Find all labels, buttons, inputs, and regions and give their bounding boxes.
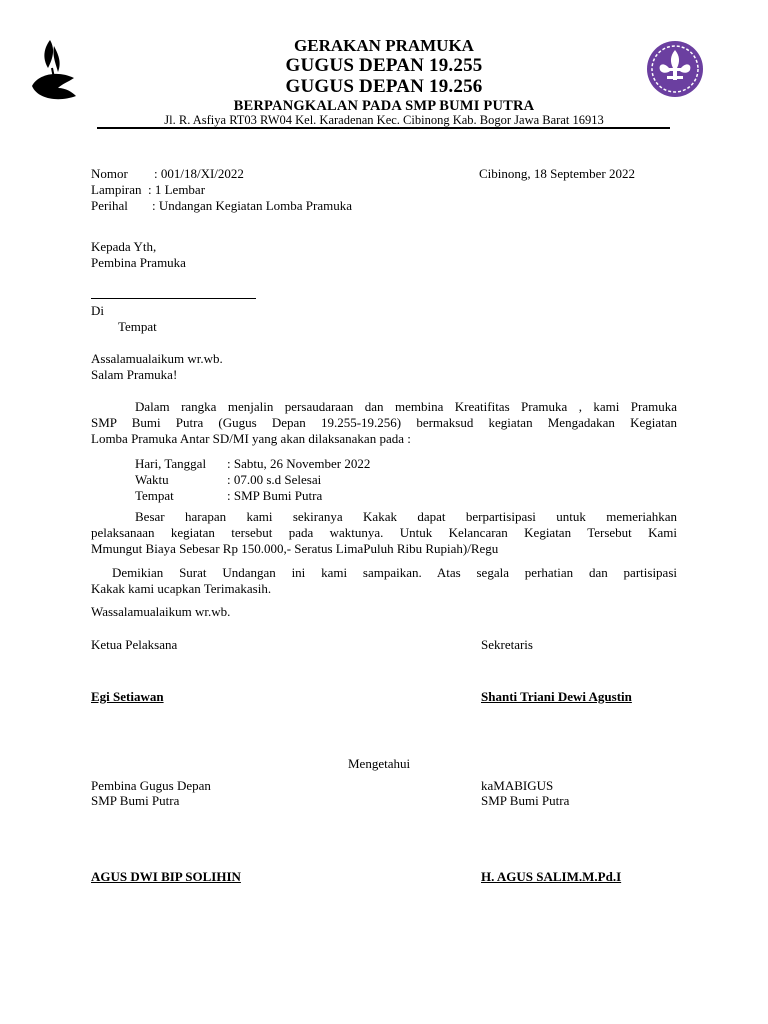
sign-left2-role2: SMP Bumi Putra bbox=[91, 793, 180, 808]
recipient-blank-line bbox=[91, 298, 256, 299]
paragraph-line: Demikian Surat Undangan ini kami sampaikan. Atas segala perhatian dan partisipasi bbox=[112, 565, 677, 580]
detail-value-date: : Sabtu, 26 November 2022 bbox=[227, 456, 371, 471]
perihal-label: Perihal bbox=[91, 198, 128, 213]
paragraph-line: Lomba Pramuka Antar SD/MI yang akan dilaksanakan pada : bbox=[91, 431, 411, 446]
paragraph-closing bbox=[91, 565, 677, 597]
org-title: GERAKAN PRAMUKA bbox=[294, 36, 474, 55]
paragraph-intro bbox=[91, 399, 677, 447]
paragraph-line: Kakak kami ucapkan Terimakasih. bbox=[91, 581, 272, 596]
lampiran-label: Lampiran bbox=[91, 182, 142, 197]
sign-right2-name: H. AGUS SALIM.M.Pd.I bbox=[481, 869, 622, 884]
paragraph-line: pelaksanaan kegiatan tersebut pada waktunya. Untuk Kelancaran Kegiatan Tersebut Kami bbox=[91, 525, 677, 540]
base-school: BERPANGKALAN PADA SMP BUMI PUTRA bbox=[233, 98, 535, 114]
detail-value-place: : SMP Bumi Putra bbox=[227, 488, 323, 503]
recipient-tempat: Tempat bbox=[118, 319, 157, 334]
paragraph-line: Dalam rangka menjalin persaudaraan dan membina Kreatifitas Pramuka , kami Pramuka bbox=[135, 399, 677, 414]
paragraph-line: Besar harapan kami sekiranya Kakak dapat berpartisipasi untuk memeriahkan bbox=[135, 509, 677, 524]
lampiran-value: : 1 Lembar bbox=[148, 182, 206, 197]
recipient-line2: Pembina Pramuka bbox=[91, 255, 186, 270]
perihal-value: : Undangan Kegiatan Lomba Pramuka bbox=[152, 198, 352, 213]
paragraph-line: Mmungut Biaya Sebesar Rp 150.000,- Seratus LimaPuluh Ribu Rupiah)/Regu bbox=[91, 541, 499, 556]
address: Jl. R. Asfiya RT03 RW04 Kel. Karadenan Kec. Cibinong Kab. Bogor Jawa Barat 16913 bbox=[164, 113, 604, 127]
sign-left2-name: AGUS DWI BIP SOLIHIN bbox=[91, 869, 241, 884]
paragraph-hope bbox=[91, 509, 677, 557]
sign-right-name: Shanti Triani Dewi Agustin bbox=[481, 689, 632, 704]
gudep-1: GUGUS DEPAN 19.255 bbox=[285, 55, 483, 76]
recipient-line1: Kepada Yth, bbox=[91, 239, 157, 254]
greeting-salam: Assalamualaikum wr.wb. bbox=[91, 351, 223, 366]
sign-left2-role1: Pembina Gugus Depan bbox=[91, 778, 211, 793]
detail-label-place: Tempat bbox=[135, 488, 174, 503]
header-rule bbox=[97, 127, 670, 129]
sign-left-role: Ketua Pelaksana bbox=[91, 637, 178, 652]
greeting-pramuka: Salam Pramuka! bbox=[91, 367, 178, 382]
gudep-2: GUGUS DEPAN 19.256 bbox=[285, 76, 483, 97]
detail-label-date: Hari, Tanggal bbox=[135, 456, 207, 471]
sign-left-name: Egi Setiawan bbox=[91, 689, 164, 704]
mengetahui-label: Mengetahui bbox=[348, 756, 411, 771]
sign-right2-role1: kaMABIGUS bbox=[481, 778, 554, 793]
nomor-value: : 001/18/XI/2022 bbox=[154, 166, 244, 181]
closing-salam: Wassalamualaikum wr.wb. bbox=[91, 604, 231, 619]
recipient-di: Di bbox=[91, 303, 104, 318]
sign-right2-role2: SMP Bumi Putra bbox=[481, 793, 570, 808]
place-date: Cibinong, 18 September 2022 bbox=[479, 166, 635, 181]
detail-value-time: : 07.00 s.d Selesai bbox=[227, 472, 322, 487]
nomor-label: Nomor bbox=[91, 166, 128, 181]
paragraph-line: SMP Bumi Putra (Gugus Depan 19.255-19.256) bermaksud kegiatan Mengadakan Kegiatan bbox=[91, 415, 677, 430]
sign-right-role: Sekretaris bbox=[481, 637, 533, 652]
detail-label-time: Waktu bbox=[135, 472, 169, 487]
